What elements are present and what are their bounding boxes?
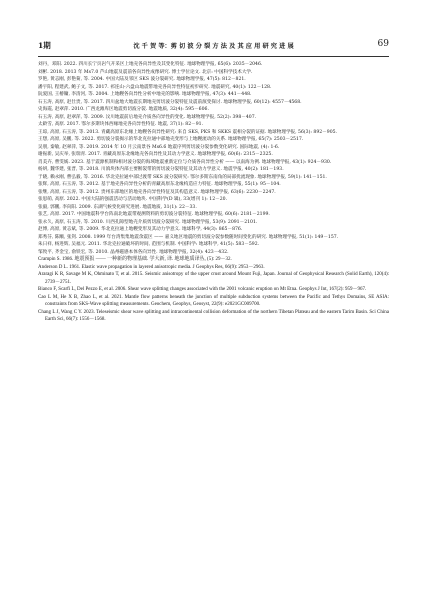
reference-entry: 王琼, 高原, 石玉涛, 等. 2013. 青藏高原东北缘上地幔各向异性研究: 来自 SKS, PKS 和 SKKS 震相分裂的证据. 地球物理学报, 56(3): 892－905.	[38, 129, 337, 135]
reference-entry: 张永久, 高原, 石玉涛, 等. 2010. 川西孔隙型地壳介质剪切波分裂研究. 地球物理学报, 53(9): 2091－2101.	[38, 219, 258, 225]
reference-entry: 刘彬. 2018. 2013 年 Ms7.0 芦山地震及震前各向异性成像研究. 博士学位论文. 北京: 中国科学技术大学.	[38, 69, 253, 75]
page-number: 69	[377, 39, 389, 49]
reference-entry: 张毅, 郭鹏, 李向阳. 2009. 东湖气候变化研究进展. 地震地质, 31(1): 22－33.	[38, 204, 197, 210]
running-header	[38, 40, 389, 54]
issue-label: 1期	[38, 41, 51, 50]
reference-entry: 赵博, 高原, 黄志斌, 等. 2009. 华北克拉通上地幔变形及其动力学意义. 地球科学, 44(3): 865－876.	[38, 227, 243, 232]
reference-entry: Chang L J, Wang C Y. 2023. Teleseismic shear wave splitting and intracontinental collision deformation of the northern Tibetan Plateau and the eastern Tarim Basin. Sci China Earth Sci, 66(7): 1556－1568.	[38, 309, 389, 322]
header-rule	[38, 56, 389, 57]
reference-entry: 罗艳, 黄志刚, 彭艳菊, 等. 2004. 中国大陆及邻区 SKS 波分裂研究. 地球物理学报, 47(5): 812－821.	[38, 77, 246, 82]
reference-entry: 于晓, 赖永刚, 曹弘毅, 等. 2016. 华北克拉通中部过渡带 SKS 波分裂研究: 鄂尔多斯东南角的局部扰流现象. 地球物理学报, 59(1): 141－151.	[38, 174, 327, 180]
reference-entry: 朱日祥, 杨进辉, 吴福元. 2011. 华北克拉通破坏的时间, 范围与机制. 中国科学: 地球科学, 41(5): 583－592.	[38, 242, 260, 247]
reference-entry: 太龄雪, 高原. 2017. 鄂尔多斯块体西缘地壳各向异性特征. 地震, 37(1): 82－91.	[38, 122, 204, 127]
reference-entry: Cao L M, He X B, Zhao L, et al. 2021. Mantle flow patterns beneath the junction of multiple subduction systems between the Pacific and Tethys Domains, SE ASIA: constraints from SKS-Wave splitting measurements. Geochem, Geophys, Geosyst, 22(9): e2021GC009700.	[38, 294, 389, 307]
reference-entry: Crampin S. 1986. 地震预报 —— 一种新的物理基础. 学大新, 译. 地球地质译丛, (5): 29－32.	[38, 257, 232, 262]
reference-entry: Araragi K R, Savage M K, Ohminato T, et al. 2015. Seismic anisotropy of the upper crust around Mount Fuji, Japan. Journal of Geophysical Research (Solid Earth), 120(4): 2739－2751.	[38, 272, 389, 285]
reference-entry: Anderson D L. 1961. Elastic wave propagation in layered anisotropic media. J Geophys Res, 66(9): 2953－2963.	[38, 264, 265, 270]
reference-entry: 石玉涛, 高原, 赵翠萍, 等. 2009. 汶川地震前后地壳介质各向异性的变化. 地球物理学报, 52(2): 398－407.	[38, 114, 257, 120]
running-title: 沈 千 贺 等：剪 切 波 分 裂 方 法 及 其 应 用 研 究 进 展	[133, 43, 294, 50]
reference-entry: 王想, 高原, 吴鹏, 等. 2022. 剪切波分裂揭示的华北克拉通中部地壳变形与上地幔流动的关系. 地球物理学报, 65(7): 2503－2517.	[38, 137, 304, 142]
reference-entry: 张艺, 高原. 2017. 中国地震科学台阵南北地震带观测资料的剪切波分裂特征. 地球物理学报, 60(6): 2181－2199.	[38, 212, 270, 217]
reference-entry: 张辉, 高原, 石玉涛, 等. 2012. 基于地壳各向异性分析的青藏高原东北缘构造应力特征. 地球物理学报, 55(1): 95－104.	[38, 182, 281, 187]
reference-entry: 刘丹，邓阳. 2022. 四川长宁页岩气开采区上地壳各向异性及其变化特征. 地球物理学报, 65(6): 2035－2046.	[38, 62, 263, 67]
reference-entry: 张思萌, 高原. 2022. 中国大陆的强震活动与活动地块. 中国科学(D 辑), 33(增刊 1): 12－20.	[38, 197, 228, 202]
reference-entry: 潘宇阳, 程建武, 鲍子文, 等. 2017. 祁连山-六盘山地震带地壳各向异性特征初步研究. 地震研究, 40(1): 122－128.	[38, 84, 272, 90]
reference-entry: 阮爱国, 王椿镛, 李清河, 等. 2004. 上地幔各向异性分析中地壳的影响. 地球物理学报, 47(3): 441－448.	[38, 92, 252, 97]
reference-entry: 肖美卉, 曹雯嫣. 2023. 基于震源机制和相对波分裂的海域地震重新定位与介质各向异性分析 —— 以南海为例. 地球物理学报, 43(1): 924－930.	[38, 159, 332, 165]
reference-entry: 邹致平, 齐金宝, 俞铁宏, 等. 2010. 晶州磁感本体各向异性. 地球物理学报, 32(4): 423－432.	[38, 249, 229, 255]
reference-entry: 郑秀芬, 陈颙, 张剑. 2008. 1999 年台湾集集地震余震区 —— 嘉义地区地震的剪切波分裂参数随时间变化的研究. 地球物理学报, 51(1): 149－157.	[38, 234, 339, 240]
reference-entry: 杨妍, 魏华建, 张晋, 等. 2018. 川滇块体内部主要断裂带的剪切波分裂特征及其动力学意义. 地震学报, 40(2): 181－193.	[38, 167, 284, 172]
reference-entry: 石玉涛, 高原, 赵仕贵, 等. 2017. 四川盆地大地震长期地壳剪切波分裂特征及震前演变探讨. 地球物理学报, 60(12): 4557－4568.	[38, 99, 302, 105]
reference-entry: Bianco F, Scarfi L, Del Pezzo E, et al. 2006. Shear wave splitting changes associated with the 2001 volcanic eruption on Mt Etna. Geophys J Int, 167(2): 959－967.	[38, 287, 367, 292]
reference-entry: 张继, 高原, 石玉涛, 等. 2012. 贵州东部地区的地壳各向异性特征及其构造意义. 地球物理学报, 63(6): 2230－2247.	[38, 189, 276, 195]
reference-entry: 吴朋, 秦敏, 赵翠萍, 等. 2019. 2014 年 10 月云南景谷 Ms6.6 地震序列剪切波分裂参数变化研究. 国际地震, (4): 1-6.	[38, 144, 280, 150]
reference-list	[38, 61, 389, 596]
reference-entry: 史海霞, 赵翠萍. 2010. 广西龙滩库区地震剪切波分裂. 地震地质, 32(4): 595－606.	[38, 107, 209, 112]
reference-entry: 谢振新, 吴庆举, 张瑞青. 2017. 青藏高原东北缘地壳各向异性及其动力学意义. 地球物理学报, 60(6): 2315－2325.	[38, 152, 273, 157]
